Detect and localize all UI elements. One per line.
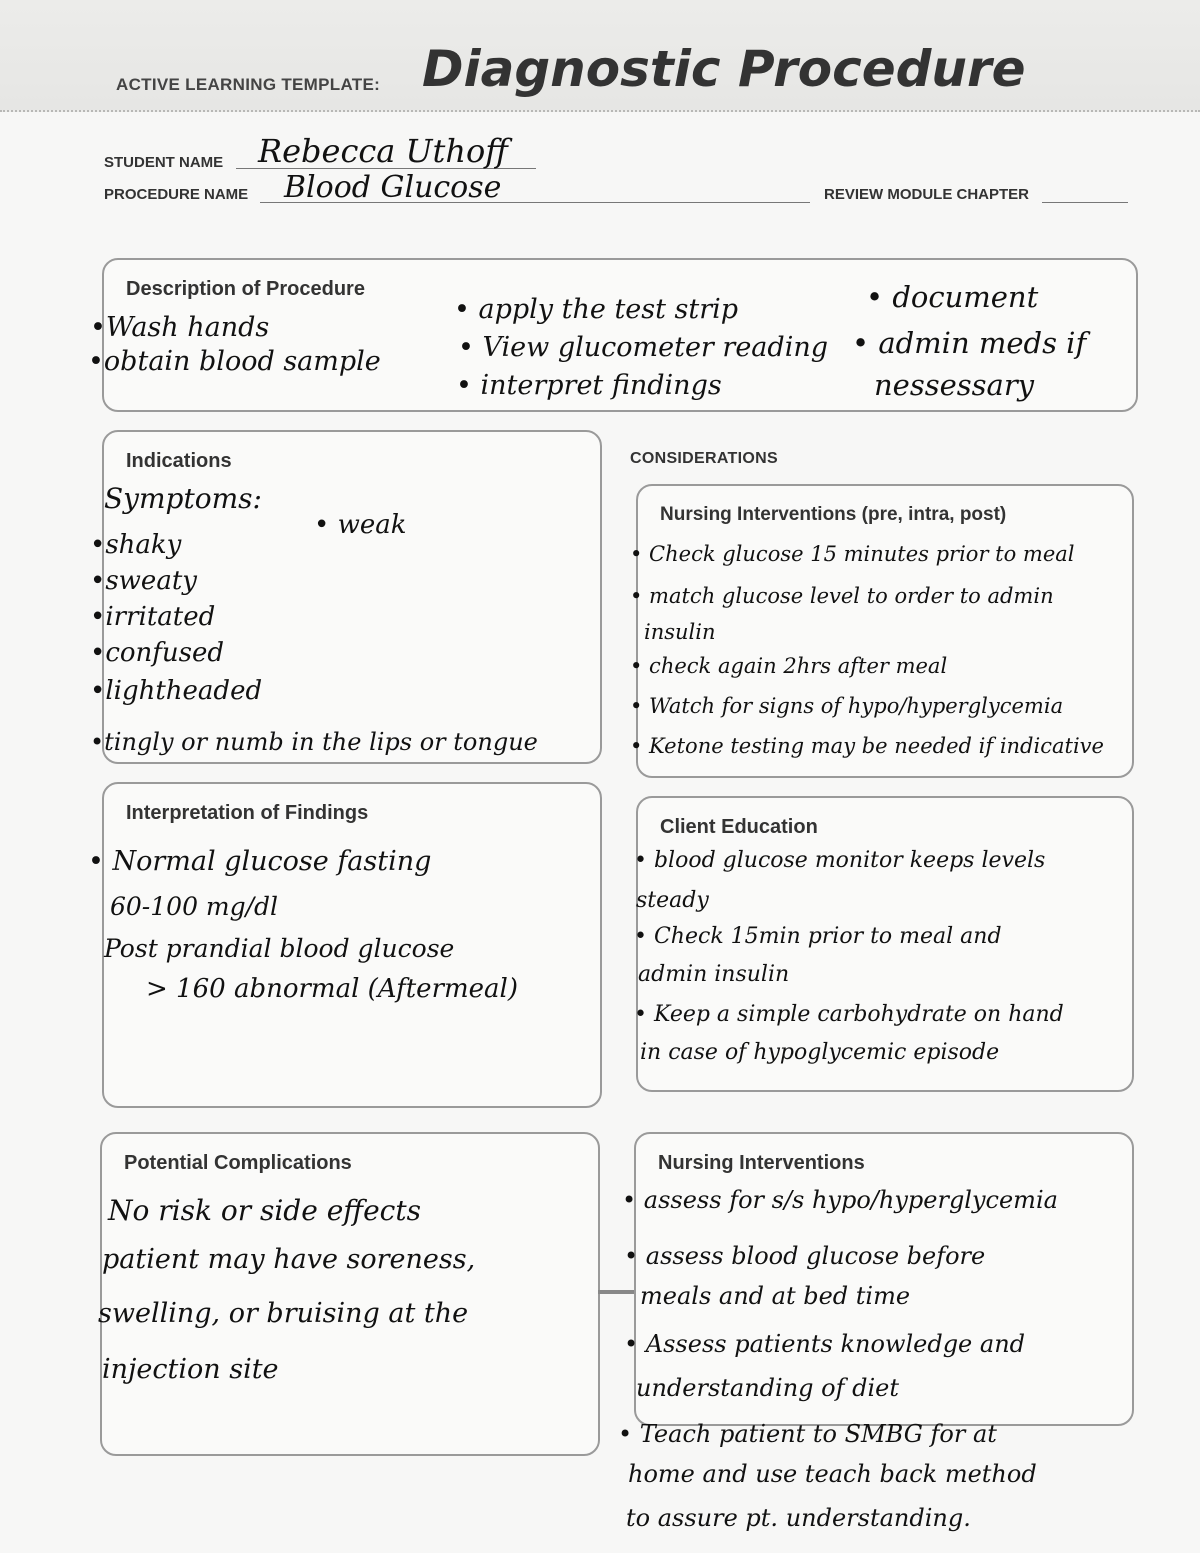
indication-item: •confused — [90, 638, 225, 668]
student-name-label: STUDENT NAME — [104, 154, 224, 171]
nursing-intervention-item: to assure pt. understanding. — [626, 1504, 971, 1532]
complication-item: patient may have soreness, — [102, 1244, 476, 1275]
nursing-intervention-item: home and use teach back method — [628, 1460, 1037, 1488]
description-item: •obtain blood sample — [88, 346, 381, 377]
nursing-intervention-item: • assess for s/s hypo/hyperglycemia — [622, 1186, 1058, 1214]
nursing-intervention-item: meals and at bed time — [640, 1282, 911, 1310]
interpretation-box — [88, 782, 602, 1108]
indications-box — [90, 430, 602, 764]
client-education-item: steady — [636, 888, 709, 913]
review-module-label: REVIEW MODULE CHAPTER — [824, 186, 1030, 203]
indication-item: • weak — [314, 510, 407, 540]
nursing-pre-item: insulin — [644, 620, 716, 644]
review-module-line — [1042, 202, 1128, 203]
indication-item: •sweaty — [90, 566, 197, 596]
template-label: ACTIVE LEARNING TEMPLATE: — [116, 75, 381, 94]
complication-item: swelling, or bruising at the — [98, 1298, 469, 1329]
box-connector — [598, 1290, 634, 1294]
complications-title: Potential Complications — [124, 1152, 352, 1174]
interpretation-item: • Normal glucose fasting — [88, 846, 432, 877]
procedure-name-label: PROCEDURE NAME — [104, 186, 249, 203]
client-education-item: admin insulin — [638, 962, 790, 987]
interpretation-item: > 160 abnormal (Aftermeal) — [146, 974, 518, 1004]
complication-item: injection site — [102, 1354, 279, 1385]
procedure-name-value: Blood Glucose — [284, 170, 502, 205]
nursing-pre-box — [630, 484, 1134, 778]
nursing-interventions-box — [622, 1132, 1134, 1426]
nursing-interventions-title: Nursing Interventions — [658, 1152, 865, 1174]
nursing-intervention-item: • Assess patients knowledge and — [624, 1330, 1026, 1358]
client-education-item: • Keep a simple carbohydrate on hand — [634, 1002, 1064, 1027]
client-education-box — [636, 796, 1134, 1092]
nursing-pre-item: • check again 2hrs after meal — [630, 654, 948, 678]
nursing-pre-item: • Check glucose 15 minutes prior to meal — [630, 542, 1075, 566]
description-box — [88, 258, 1138, 412]
indication-item: •shaky — [90, 530, 182, 560]
indications-title: Indications — [126, 450, 232, 472]
description-item: • View glucometer reading — [458, 332, 828, 363]
student-name-value: Rebecca Uthoff — [258, 132, 508, 170]
nursing-intervention-item: • Teach patient to SMBG for at — [618, 1420, 997, 1448]
template-title: Diagnostic Procedure — [422, 40, 1026, 98]
client-education-title: Client Education — [660, 816, 818, 838]
interpretation-item: 60-100 mg/dl — [110, 892, 279, 921]
nursing-pre-item: • match glucose level to order to admin — [630, 584, 1054, 608]
client-education-item: in case of hypoglycemic episode — [640, 1040, 1000, 1065]
description-item: • admin meds if — [852, 326, 1087, 360]
client-education-item: • blood glucose monitor keeps levels — [634, 848, 1046, 873]
indication-item: •lightheaded — [90, 676, 263, 706]
nursing-pre-title: Nursing Interventions (pre, intra, post) — [660, 504, 1007, 525]
nursing-pre-item: • Watch for signs of hypo/hyperglycemia — [630, 694, 1064, 718]
client-education-item: • Check 15min prior to meal and — [634, 924, 1002, 949]
indications-heading: Symptoms: — [104, 482, 262, 515]
indication-item: •tingly or numb in the lips or tongue — [90, 728, 538, 756]
description-title: Description of Procedure — [126, 278, 365, 300]
nursing-intervention-item: • assess blood glucose before — [624, 1242, 986, 1270]
interpretation-title: Interpretation of Findings — [126, 802, 369, 824]
description-item: • apply the test strip — [454, 294, 739, 325]
nursing-pre-item: • Ketone testing may be needed if indicative — [630, 734, 1104, 758]
description-item: nessessary — [874, 368, 1035, 402]
nursing-intervention-item: understanding of diet — [636, 1374, 900, 1402]
indication-item: •irritated — [90, 602, 216, 632]
description-item: •Wash hands — [90, 312, 270, 343]
description-item: • document — [866, 280, 1039, 314]
complications-box — [100, 1132, 600, 1456]
considerations-label: CONSIDERATIONS — [630, 450, 778, 467]
interpretation-item: Post prandial blood glucose — [104, 934, 455, 963]
complication-item: No risk or side effects — [108, 1194, 421, 1227]
description-item: • interpret findings — [456, 370, 722, 401]
